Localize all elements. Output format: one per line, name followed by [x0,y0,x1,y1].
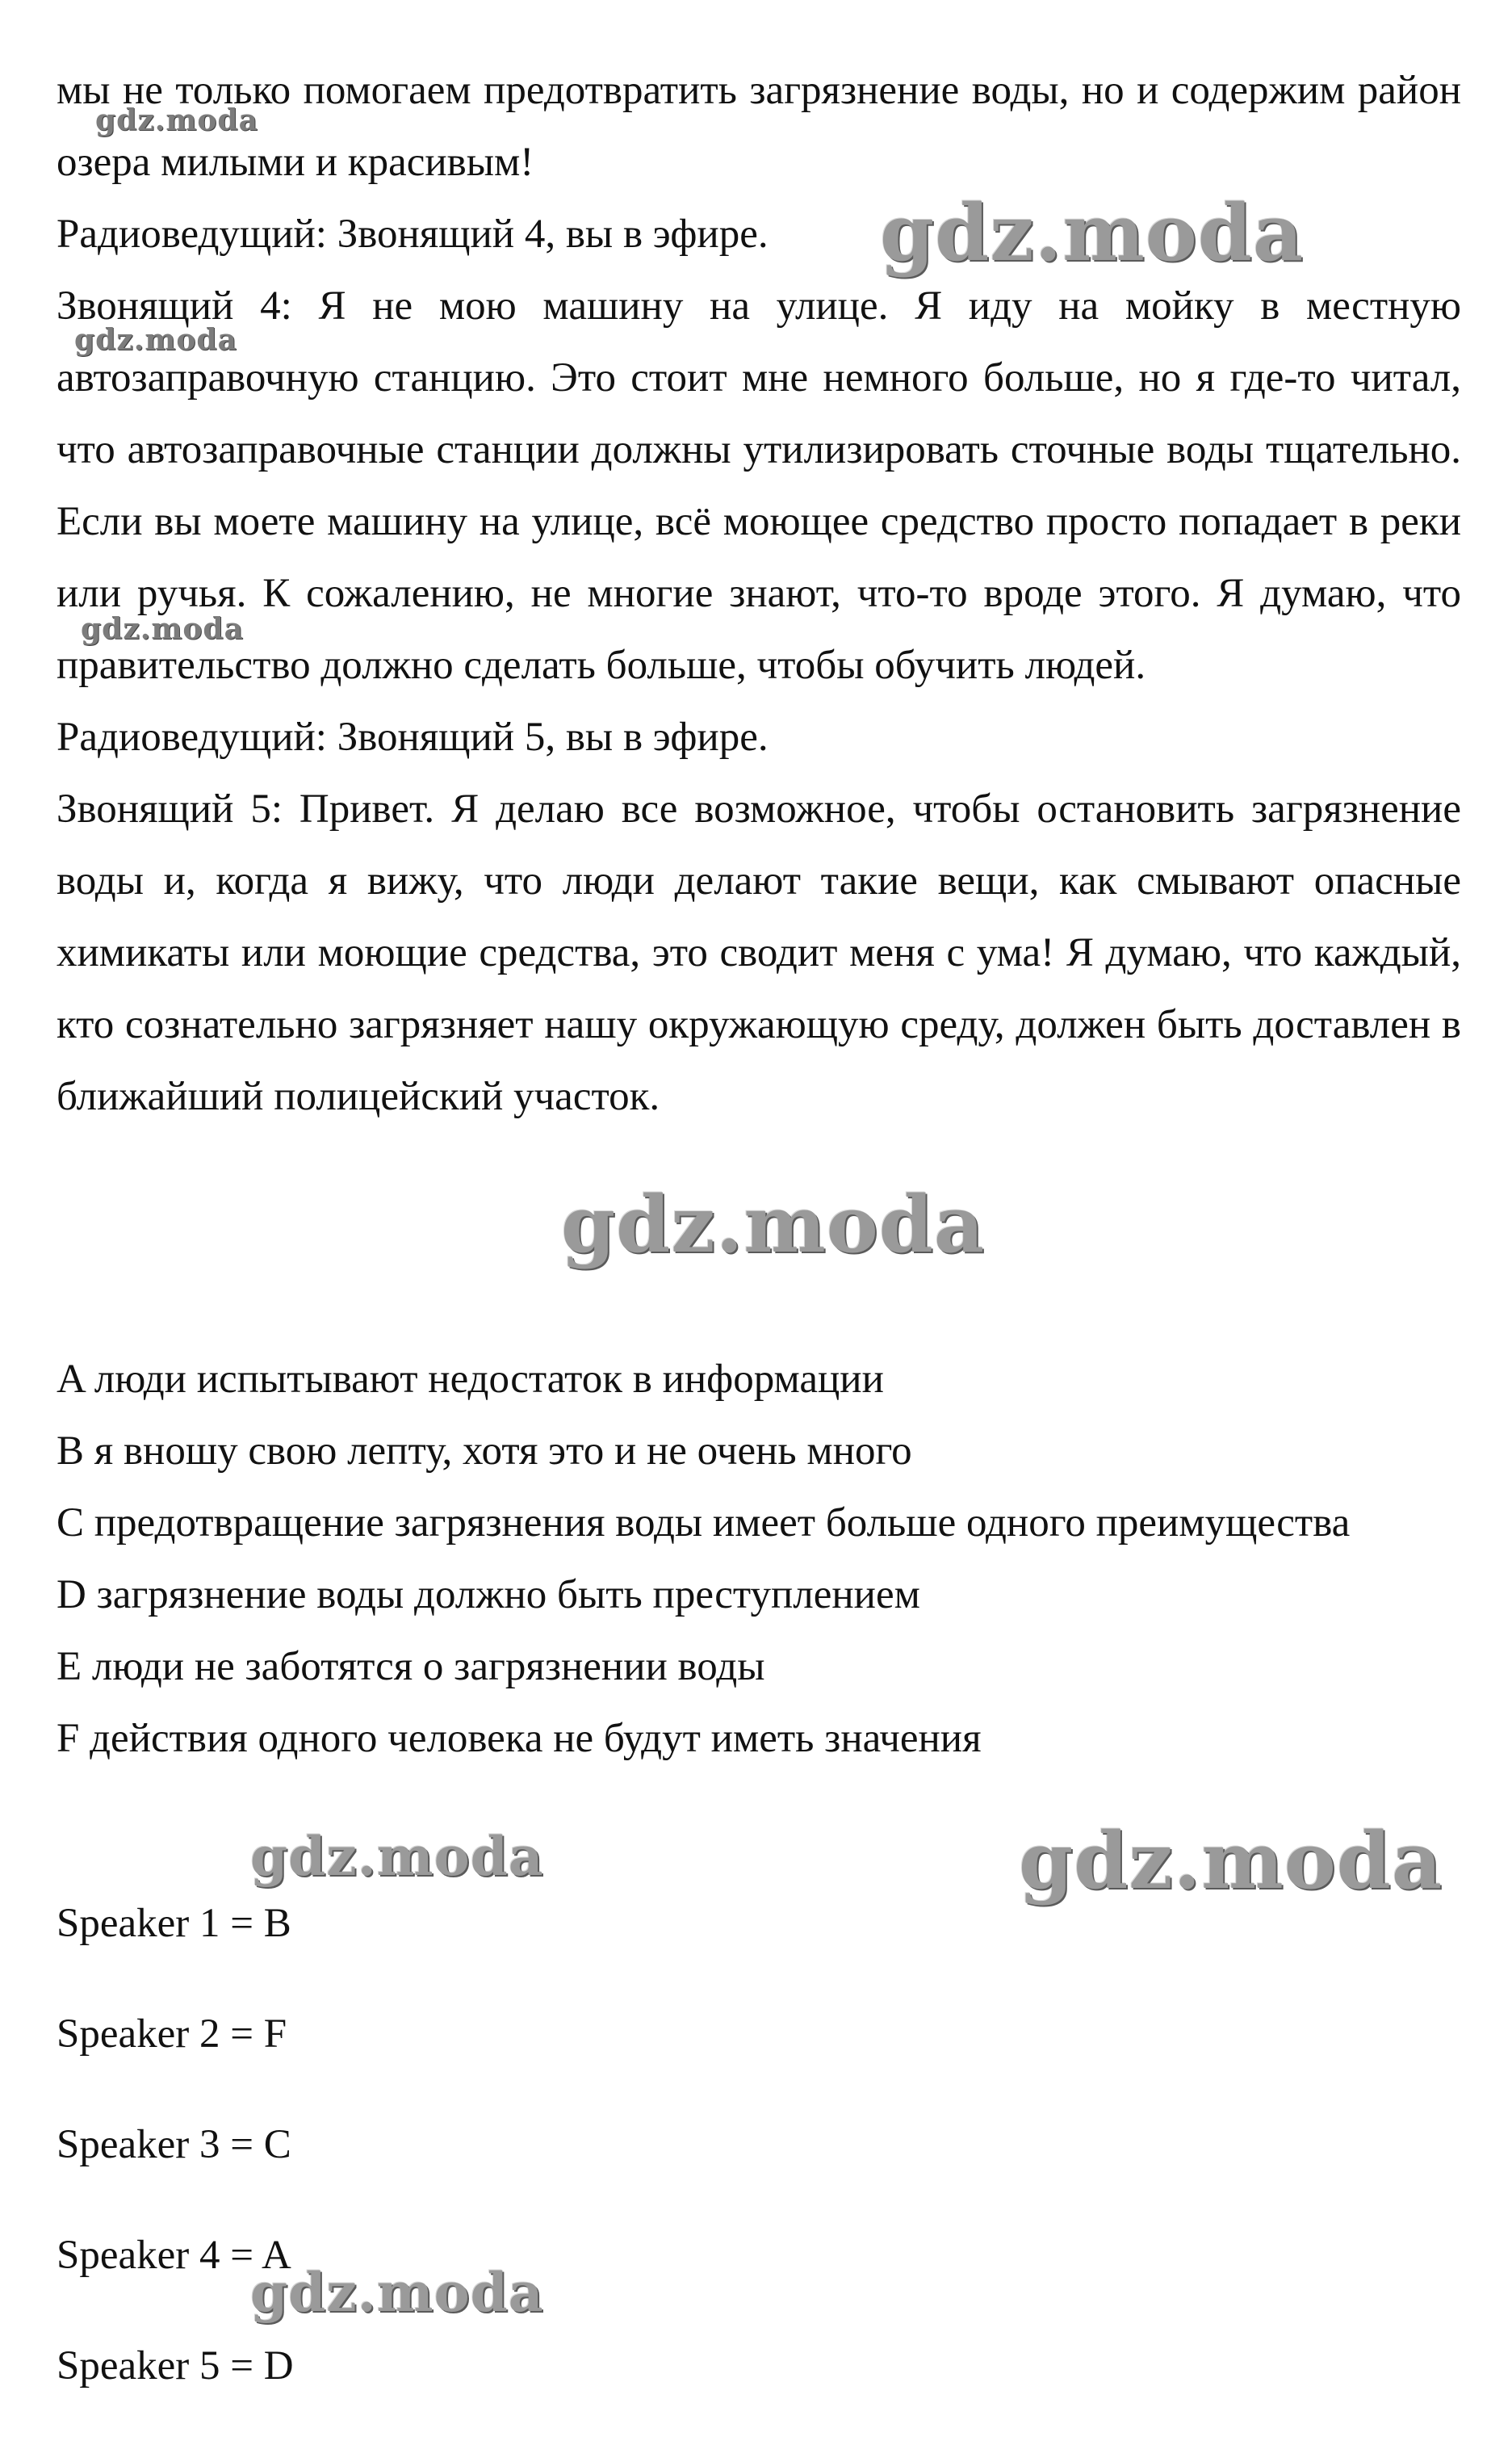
watermark: gdz.moda [880,187,1305,279]
watermark: gdz.moda [250,2261,544,2324]
answer-item: Speaker 1 = B [57,1901,291,1946]
option-item: A люди испытывают недостаток в информации [57,1357,884,1402]
option-item: E люди не заботятся о загрязнении воды [57,1644,765,1689]
answer-item: Speaker 2 = F [57,2011,287,2057]
watermark: gdz.moda [561,1179,986,1270]
answers-list [57,1888,1461,2441]
dialog-paragraph: Радиоведущий: Звонящий 4, вы в эфире. [57,212,769,257]
dialog-paragraph: Радиоведущий: Звонящий 5, вы в эфире. [57,715,769,760]
dialog-paragraph: Звонящий 5: Привет. Я делаю все возможное, чтобы остановить загрязнение воды и, когда я вижу, что люди делают такие вещи, как смывают опасные химикаты или моющие средства, это сводит меня с ума! Я думаю, что каждый, кто сознательно загрязняет нашу окружающую среду, должен быть доставлен в ближайший полицейский участок. [57,786,1461,1119]
watermark: gdz.moda [1019,1815,1443,1906]
options-list [57,1344,1461,1775]
watermark: gdz.moda [74,323,237,357]
dialog-paragraph: Звонящий 4: Я не мою машину на улице. Я иду на мойку в местную автозаправочную станцию. Это стоит мне немного больше, но я где-то читал, что автозаправочные станции должны утилизировать сточные воды тщательно. Если вы моете машину на улице, всё моющее средство просто попадает в реки или ручья. К сожалению, не многие знают, что-то вроде этого. Я думаю, что правительство должно сделать больше, чтобы обучить людей. [57,283,1461,688]
answer-item: Speaker 3 = C [57,2122,291,2167]
answer-item: Speaker 5 = D [57,2343,294,2389]
option-item: F действия одного человека не будут иметь значения [57,1716,982,1761]
watermark: gdz.moda [95,103,258,137]
option-item: C предотвращение загрязнения воды имеет больше одного преимущества [57,1500,1351,1546]
dialog-paragraph: мы не только помогаем предотвратить загрязнение воды, но и содержим район озера милыми и красивым! [57,68,1461,185]
watermark: gdz.moda [250,1825,544,1888]
option-item: B я вношу свою лепту, хотя это и не очень много [57,1428,912,1474]
answer-item: Speaker 4 = A [57,2233,291,2278]
option-item: D загрязнение воды должно быть преступлением [57,1572,920,1617]
watermark: gdz.moda [81,612,244,646]
